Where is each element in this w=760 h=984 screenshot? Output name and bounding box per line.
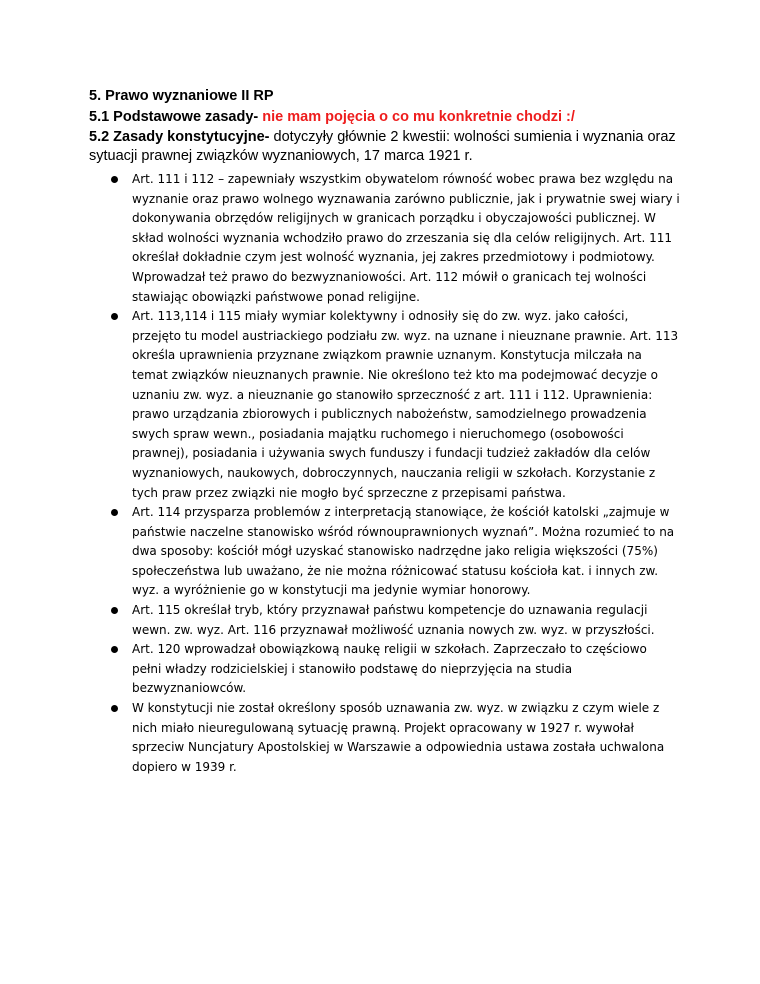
section-5-1-heading <box>89 107 680 128</box>
bullet-icon <box>111 509 118 516</box>
section-5-2-title: 5.2 Zasady konstytucyjne- <box>89 129 270 145</box>
section-5-title: 5. Prawo wyznaniowe II RP <box>89 88 274 104</box>
bullet-icon <box>111 313 118 320</box>
list-item <box>89 699 680 777</box>
list-item-text: Art. 113,114 i 115 miały wymiar kolektywny i odnosiły się do zw. wyz. jako całości, przejęto tu model austriackiego podziału zw. wyz. na uznane i nieuznane prawnie. Art. 113 określa uprawnienia przyznane związkom prawnie uznanym. Konstytucja milczała na temat związków nieuznanych prawnie. Nie określono też kto ma podejmować decyzje o uznaniu zw. wyz. a nieuznanie go stanowiło sprzeczność z art. 111 i 112. Uprawnienia: prawo urządzania zbiorowych i publicznych nabożeństw, samodzielnego prowadzenia swych spraw wewn., posiadania majątku ruchomego i nieruchomego (osobowości prawnej), posiadania i używania swych funduszy i fundacji tudzież zakładów dla celów wyznaniowych, naukowych, dobroczynnych, nauczania religii w szkołach. Korzystanie z tych praw przez związki nie mogło być sprzeczne z przepisami państwa. <box>132 309 679 500</box>
bullet-list <box>89 170 680 777</box>
list-item <box>89 640 680 699</box>
section-5-2-heading <box>89 128 680 166</box>
bullet-icon <box>111 607 118 614</box>
bullet-icon <box>111 176 118 183</box>
list-item-text: W konstytucji nie został określony sposób uznawania zw. wyz. w związku z czym wiele z nich miało nieuregulowaną sytuację prawną. Projekt opracowany w 1927 r. wywołał sprzeciw Nuncjatury Apostolskiej w Warszawie a odpowiednia ustawa została uchwalona dopiero w 1939 r. <box>132 701 665 774</box>
list-item-text: Art. 115 określał tryb, który przyznawał państwu kompetencje do uznawania regulacji wewn. zw. wyz. Art. 116 przyznawał możliwość uznania nowych zw. wyz. w przyszłości. <box>132 603 655 637</box>
list-item-text: Art. 114 przysparza problemów z interpretacją stanowiące, że kościół katolski „zajmuje w państwie naczelne stanowisko wśród równouprawnionych wyznań”. Można rozumieć to na dwa sposoby: kościół mógł uzyskać stanowisko nadrzędne jako religia większości (75%) społeczeństwa lub uważano, że nie można różnicować statusu kościoła kat. i innych zw. wyz. a wyróżnienie go w konstytucji ma jedynie wymiar honorowy. <box>132 505 675 598</box>
list-item <box>89 307 680 503</box>
section-5-2-intro: dotyczyły głównie 2 kwestii: wolności sumienia i wyznania oraz sytuacji prawnej związków wyznaniowych, 17 marca 1921 r. <box>89 129 676 164</box>
list-item <box>89 170 680 307</box>
section-5-1-title: 5.1 Podstawowe zasady- <box>89 109 263 125</box>
list-item-text: Art. 111 i 112 – zapewniały wszystkim obywatelom równość wobec prawa bez względu na wyznanie oraz prawo wolnego wyznawania zarówno publicznie, jak i prywatnie swej wiary i dokonywania obrzędów religijnych w granicach porządku i obyczajowości publicznej. W skład wolności wyznania wchodziło prawo do zrzeszania się dla celów religijnych. Art. 111 określał dokładnie czym jest wolność wyznania, jej zakres przedmiotowy i podmiotowy. Wprowadzał też prawo do bezwyznaniowości. Art. 112 mówił o granicach tej wolności stawiając obowiązki państwowe ponad religijne. <box>132 172 680 304</box>
list-item-text: Art. 120 wprowadzał obowiązkową naukę religii w szkołach. Zaprzeczało to częściowo pełni władzy rodzicielskiej i stanowiło podstawę do nieprzyjęcia na studia bezwyznaniowców. <box>132 642 647 696</box>
list-item <box>89 503 680 601</box>
bullet-icon <box>111 705 118 712</box>
bullet-icon <box>111 646 118 653</box>
section-5-1-note: nie mam pojęcia o co mu konkretnie chodzi :/ <box>262 109 575 125</box>
list-item <box>89 601 680 640</box>
